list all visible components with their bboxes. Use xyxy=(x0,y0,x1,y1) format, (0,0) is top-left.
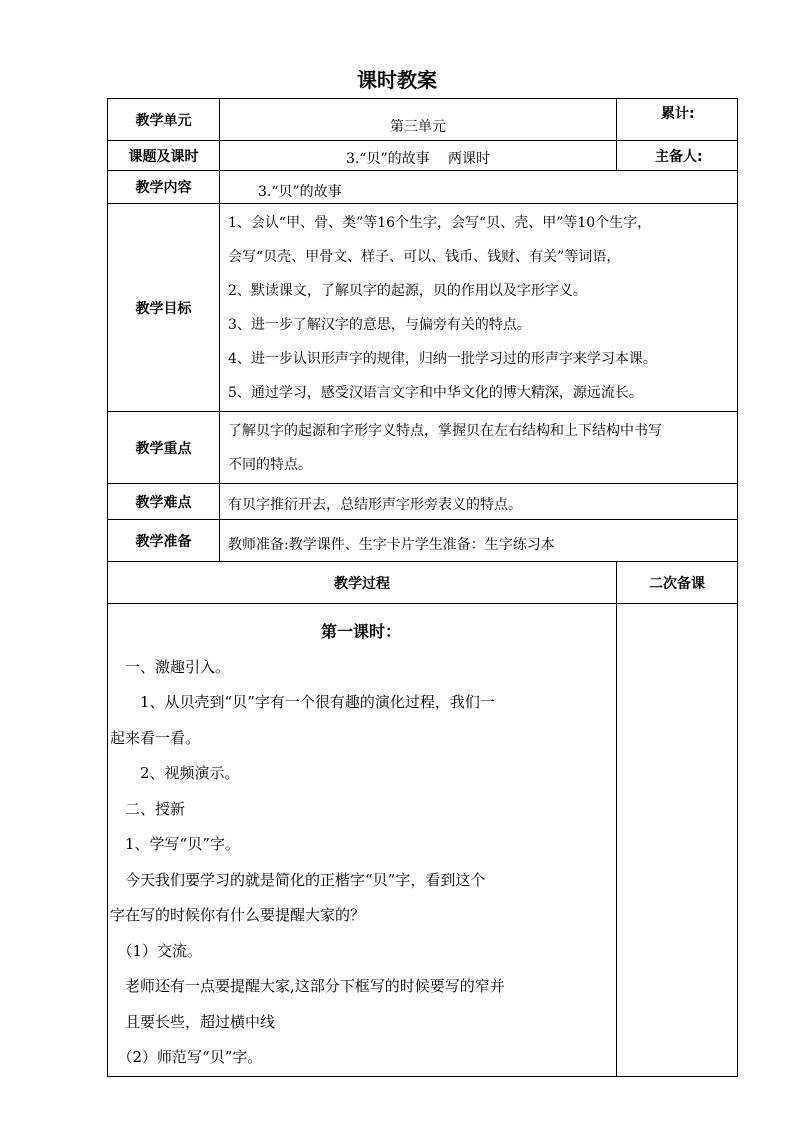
unit-label: 教学单元 xyxy=(108,99,220,141)
goal-line: 3、进一步了解汉字的意思，与偏旁有关的特点。 xyxy=(228,316,531,333)
lesson-title: 第一课时： xyxy=(320,622,401,641)
key-point-line: 了解贝字的起源和字形字义特点，掌握贝在左右结构和上下结构中书写 xyxy=(228,422,662,439)
goals-content xyxy=(220,204,738,412)
process-line: （2）师范写“贝”字。 xyxy=(110,1048,263,1066)
goals-label: 教学目标 xyxy=(108,204,220,412)
process-line: 一、激趣引入。 xyxy=(110,657,231,676)
unit-value: 第三单元 xyxy=(220,99,617,141)
topic-row xyxy=(108,141,738,171)
process-line: 字在写的时候你有什么要提醒大家的？ xyxy=(110,906,366,924)
preparation-value: 教师准备:教学课件、生字卡片学生准备：生字练习本 xyxy=(220,520,738,562)
goals-row xyxy=(108,204,738,412)
secondary-prep-cell xyxy=(617,604,738,1077)
goal-line: 4、进一步认识形声字的规律，归纳一批学习过的形声字来学习本课。 xyxy=(228,350,657,367)
lesson-plan-table xyxy=(107,98,738,1077)
goal-line: 会写“贝壳、甲骨文、样子、可以、钱币、钱财、有关”等词语， xyxy=(228,248,621,265)
content-label: 教学内容 xyxy=(108,171,220,204)
process-content xyxy=(108,604,617,1077)
page-title: 课时教案 xyxy=(357,68,437,92)
process-line: 1、学写“贝”字。 xyxy=(110,835,240,853)
difficulties-label: 教学难点 xyxy=(108,484,220,520)
goal-line: 5、通过学习，感受汉语言文字和中华文化的博大精深，源远流长。 xyxy=(228,384,643,401)
difficulties-row xyxy=(108,484,738,520)
unit-row xyxy=(108,99,738,141)
goal-line: 1、会认“甲、骨、类”等16个生字，会写“贝、壳、甲”等10个生字， xyxy=(228,214,652,231)
topic-value: 3.“贝”的故事 两课时 xyxy=(220,141,617,171)
difficulties-value: 有贝字推衍开去，总结形声字形旁表义的特点。 xyxy=(220,484,738,520)
lead-preparer-label: 主备人: xyxy=(617,141,738,171)
process-line: 二、授新 xyxy=(110,799,186,818)
process-header-row xyxy=(108,562,738,604)
preparation-row xyxy=(108,520,738,562)
key-points-row xyxy=(108,412,738,484)
goal-line: 2、默读课文，了解贝字的起源，贝的作用以及字形字义。 xyxy=(228,282,587,299)
process-line: 且要长些，超过横中线 xyxy=(110,1012,276,1031)
secondary-prep-header: 二次备课 xyxy=(617,562,738,604)
cumulative-label: 累计: xyxy=(617,99,738,141)
topic-label: 课题及课时 xyxy=(108,141,220,171)
process-line: 2、视频演示。 xyxy=(110,764,240,782)
content-value: 3.“贝”的故事 xyxy=(220,171,738,204)
content-row xyxy=(108,171,738,204)
key-points-label: 教学重点 xyxy=(108,412,220,484)
process-header: 教学过程 xyxy=(108,562,617,604)
process-line: 1、从贝壳到“贝”字有一个很有趣的演化过程，我们一 xyxy=(110,693,495,711)
key-points-content xyxy=(220,412,738,484)
process-line: （1）交流。 xyxy=(110,941,203,960)
key-point-line: 不同的特点。 xyxy=(228,456,312,473)
process-line: 老师还有一点要提醒大家,这部分下框写的时候要写的窄并 xyxy=(110,977,505,995)
process-line: 今天我们要学习的就是简化的正楷字“贝”字，看到这个 xyxy=(110,870,486,889)
process-row xyxy=(108,604,738,1077)
process-line: 起来看一看。 xyxy=(110,728,201,747)
preparation-label: 教学准备 xyxy=(108,520,220,562)
